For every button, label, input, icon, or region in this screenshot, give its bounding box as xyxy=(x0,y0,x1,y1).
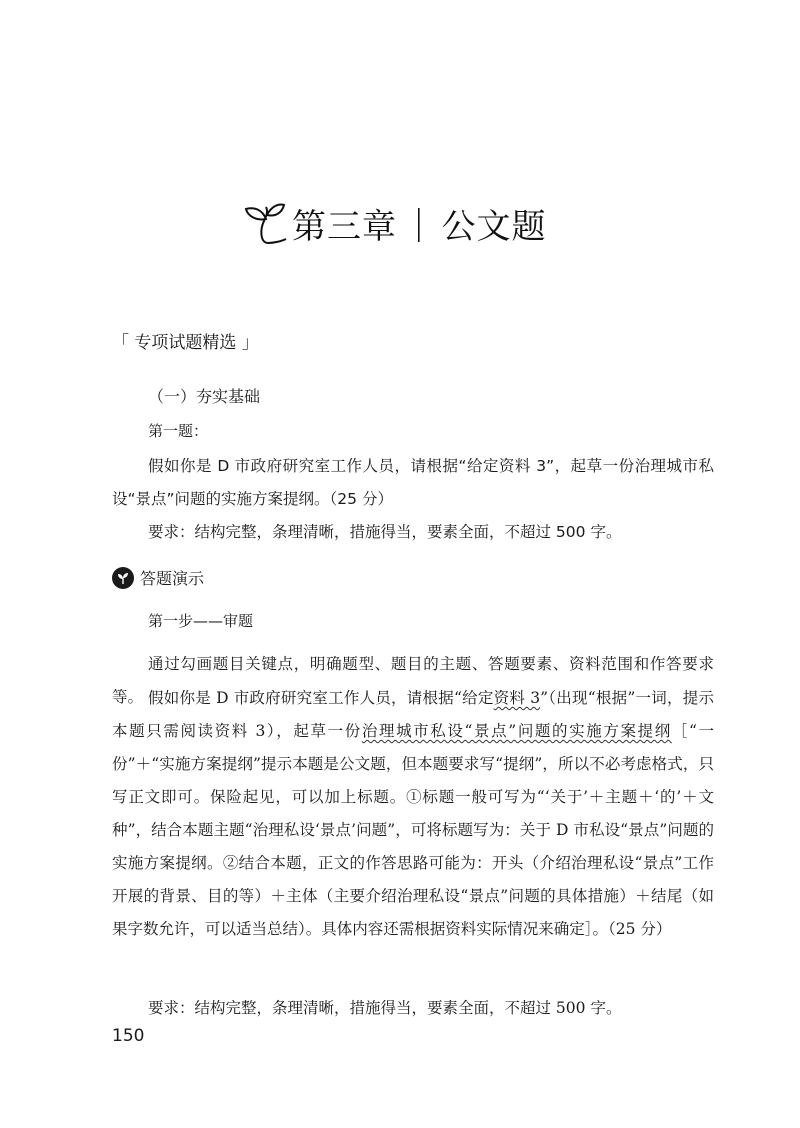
para2-marked-topic: 治理城市私设“景点”问题的实施方案提纲 xyxy=(361,722,672,740)
sprout-badge-icon xyxy=(112,567,134,589)
question-text: 假如你是 D 市政府研究室工作人员，请根据“给定资料 3”，起草一份治理城市私设“景点”问题的实施方案提纲。（25 分） xyxy=(112,457,714,508)
demo-requirement: 要求：结构完整，条理清晰，措施得当，要素全面，不超过 500 字。 xyxy=(148,999,622,1017)
para2-text-a: 假如你是 D 市政府研究室工作人员，请根据“给定 xyxy=(148,689,494,707)
question-requirement: 要求：结构完整，条理清晰，措施得当，要素全面，不超过 500 字。 xyxy=(148,523,622,541)
page-number: 150 xyxy=(112,1026,145,1046)
para2-marked-source: 资料 3 xyxy=(493,689,541,707)
demo-title: 答题演示 xyxy=(140,569,205,588)
para2-text-c: ［“一份”＋“实施方案提纲”提示本题是公文题，但本题要求写“提纲”，所以不必考虑格式，只写正文即可。保险起见，可以加上标题。①标题一般可写为“‘关于’＋主题＋‘的’＋文种”，结合本题主题“治理私设‘景点’问题”，可将标题写为：关于 D 市私设“景点”问题的实施方案提纲。②结合本题，正文的作答思路可能为：开头（介绍治理私设“景点”工作开展的背景、目的等）＋主体（主要介绍治理私设“景点”问题的具体措施）＋结尾（如果字数允许，可以适当总结）。具体内容还需根据资料实际情况来确定］。（25 分） xyxy=(112,722,714,938)
subsection-heading: （一）夯实基础 xyxy=(148,387,261,406)
chapter-separator: | xyxy=(413,203,426,243)
chapter-subtitle: 公文题 xyxy=(441,206,547,247)
step-heading: 第一步——审题 xyxy=(148,612,254,630)
sprout-icon xyxy=(238,199,290,247)
demo-paragraph-2 xyxy=(112,682,714,946)
demo-heading xyxy=(112,566,204,589)
para2-text-b: ”（出现“根据”一词，提示本题只需阅读资料 3），起草一份 xyxy=(112,689,714,740)
question-label: 第一题： xyxy=(148,422,209,440)
demo-paragraph-1: 通过勾画题目关键点，明确题型、题目的主题、答题要素、资料范围和作答要求等。 xyxy=(112,655,714,706)
chapter-heading xyxy=(238,188,546,258)
chapter-number: 第三章 xyxy=(292,206,397,247)
section-title: 「 专项试题精选 」 xyxy=(112,333,259,353)
